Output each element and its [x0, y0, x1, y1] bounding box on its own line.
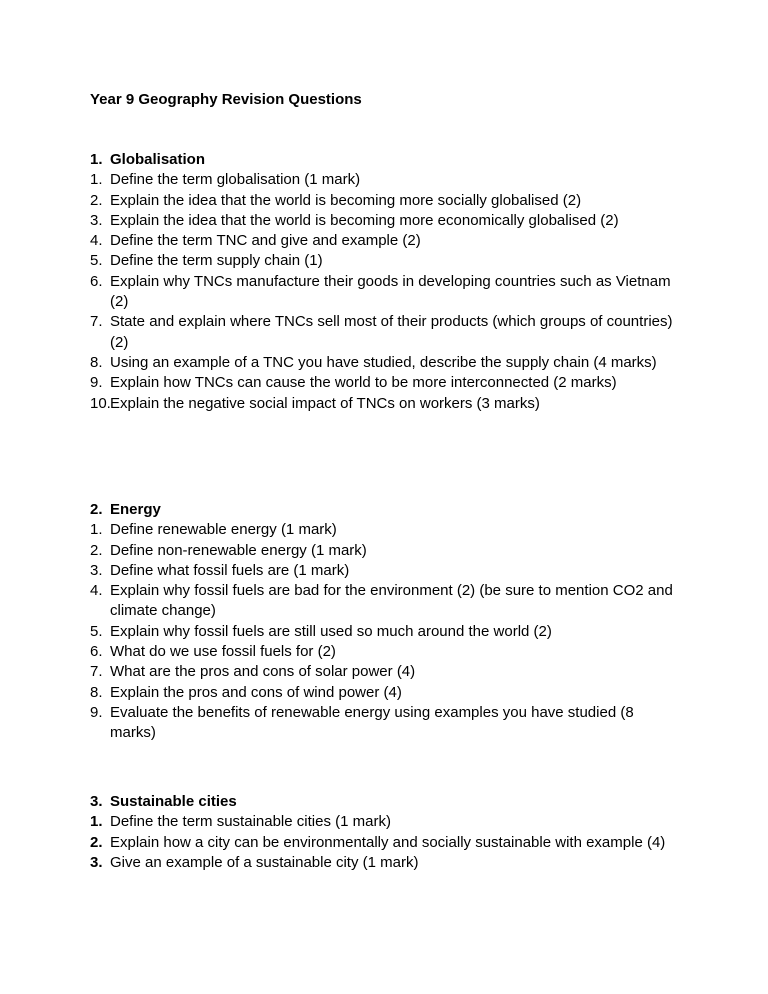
question-text: Explain why fossil fuels are bad for the environment (2) (be sure to mention CO2 and climate change) [110, 582, 673, 620]
question-text: What do we use fossil fuels for (2) [110, 643, 336, 661]
question-text: Give an example of a sustainable city (1 mark) [110, 853, 419, 871]
question-item [90, 373, 680, 393]
question-item [90, 541, 680, 561]
question-number: 8. [90, 353, 103, 371]
section-title: Globalisation [110, 151, 206, 168]
question-number: 4. [90, 582, 103, 600]
question-number: 2. [90, 833, 103, 851]
question-text: Explain the negative social impact of TNCs on workers (3 marks) [110, 394, 540, 412]
question-item [90, 703, 680, 744]
question-text: Explain how a city can be environmentally and socially sustainable with example (4) [110, 833, 666, 851]
section-title: Energy [110, 501, 161, 518]
section-title: Sustainable cities [110, 793, 237, 810]
question-item [90, 683, 680, 703]
question-number: 1. [90, 171, 103, 189]
question-item [90, 394, 680, 414]
section-heading [90, 792, 680, 812]
section-number: 1. [90, 151, 103, 168]
question-item [90, 662, 680, 682]
question-text: Explain the idea that the world is becoming more socially globalised (2) [110, 191, 582, 209]
section-energy [90, 500, 680, 744]
section-number: 3. [90, 793, 103, 810]
question-text: State and explain where TNCs sell most of their products (which groups of countries) (2) [110, 313, 673, 351]
question-number: 10. [90, 394, 111, 412]
question-text: Explain the idea that the world is becoming more economically globalised (2) [110, 211, 619, 229]
question-text: Explain how TNCs can cause the world to be more interconnected (2 marks) [110, 374, 617, 392]
section-globalisation [90, 150, 680, 414]
question-item [90, 622, 680, 642]
question-number: 6. [90, 643, 103, 661]
question-number: 4. [90, 232, 103, 250]
question-number: 2. [90, 191, 103, 209]
question-text: Using an example of a TNC you have studied, describe the supply chain (4 marks) [110, 353, 657, 371]
question-item [90, 561, 680, 581]
question-item [90, 353, 680, 373]
question-item [90, 191, 680, 211]
question-number: 7. [90, 663, 103, 681]
question-text: Define renewable energy (1 mark) [110, 521, 337, 539]
question-text: Define the term sustainable cities (1 mark) [110, 813, 391, 831]
question-item [90, 231, 680, 251]
question-text: Define the term supply chain (1) [110, 252, 323, 270]
question-number: 1. [90, 521, 103, 539]
question-text: Define what fossil fuels are (1 mark) [110, 561, 350, 579]
question-text: Explain why fossil fuels are still used so much around the world (2) [110, 622, 552, 640]
question-number: 9. [90, 703, 103, 721]
question-text: Define non-renewable energy (1 mark) [110, 541, 367, 559]
question-text: Evaluate the benefits of renewable energy using examples you have studied (8 marks) [110, 703, 634, 742]
question-item [90, 853, 680, 873]
question-item [90, 581, 680, 622]
question-number: 5. [90, 622, 103, 640]
question-number: 2. [90, 541, 103, 559]
question-number: 3. [90, 853, 103, 871]
section-heading [90, 500, 680, 520]
section-number: 2. [90, 501, 103, 518]
question-number: 9. [90, 374, 103, 392]
question-item [90, 170, 680, 190]
question-text: What are the pros and cons of solar power (4) [110, 663, 416, 681]
question-number: 1. [90, 813, 103, 831]
question-number: 3. [90, 211, 103, 229]
question-number: 6. [90, 272, 103, 290]
question-item [90, 833, 680, 853]
question-text: Define the term TNC and give and example (2) [110, 232, 421, 250]
question-number: 7. [90, 313, 103, 331]
question-number: 5. [90, 252, 103, 270]
question-item [90, 812, 680, 832]
page-title: Year 9 Geography Revision Questions [90, 91, 362, 108]
section-sustainable-cities [90, 792, 680, 873]
question-item [90, 272, 680, 313]
question-text: Explain the pros and cons of wind power (4) [110, 683, 402, 701]
question-text: Explain why TNCs manufacture their goods in developing countries such as Vietnam (2) [110, 272, 671, 311]
question-item [90, 312, 680, 353]
question-number: 8. [90, 683, 103, 701]
question-item [90, 642, 680, 662]
question-number: 3. [90, 561, 103, 579]
question-item [90, 520, 680, 540]
question-item [90, 251, 680, 271]
question-item [90, 211, 680, 231]
section-heading [90, 150, 680, 170]
question-text: Define the term globalisation (1 mark) [110, 171, 361, 189]
